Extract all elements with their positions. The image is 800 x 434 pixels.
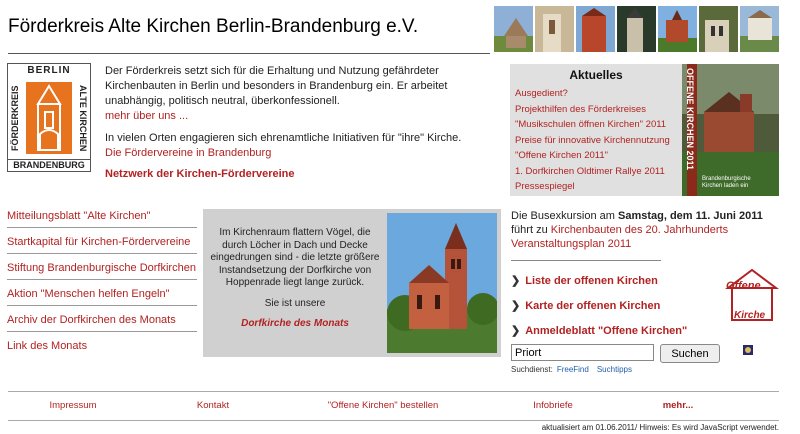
offene-logo-line1: Offene [726,280,761,292]
left-link-menschen-helfen-engeln[interactable]: Aktion "Menschen helfen Engeln" [7,286,197,306]
bus-prefix: Die Busexkursion am [511,210,618,222]
search-input[interactable] [511,344,654,361]
footer-link-kontakt[interactable]: Kontakt [196,400,230,411]
intro-paragraph-2: In vielen Orten engagieren sich ehrenamtliche Initiativen für "ihre" Kirche. [105,132,462,144]
bus-link-veranstaltungsplan[interactable]: Veranstaltungsplan 2011 [511,238,632,250]
open-churches-links [511,268,716,343]
arrow-icon: ❯ [511,325,521,337]
search-service [511,365,632,374]
search-tips-link[interactable]: Suchtipps [596,365,632,374]
news-item[interactable]: Projekthilfen des Förderkreises [515,103,646,115]
more-about-us-link[interactable]: mehr über uns ... [105,110,189,122]
intro-section [105,64,495,182]
news-item[interactable]: Pressespiegel [515,181,575,192]
offene-kirche-logo[interactable] [724,266,779,326]
news-panel [510,64,682,196]
site-title: Förderkreis Alte Kirchen Berlin-Brandenburg e.V. [8,16,419,37]
search-button[interactable]: Suchen [660,344,720,363]
church-of-month-link[interactable]: Dorfkirche des Monats [241,318,349,329]
news-title: Aktuelles [569,68,623,82]
logo-text-right: ALTE KIRCHEN [78,84,88,152]
logo-church-icon [26,82,72,154]
church-of-month-unsere: Sie ist unsere [264,297,326,309]
bus-link-kirchenbauten[interactable]: Kirchenbauten des 20. Jahrhunderts [550,224,729,236]
footer-divider-bottom [8,420,779,421]
footer-nav [8,400,779,411]
link-anmeldeblatt[interactable]: Anmeldeblatt "Offene Kirchen" [525,324,688,337]
church-photo-6 [699,6,738,52]
footer-link-mehr[interactable]: mehr... [662,400,694,411]
left-link-archiv[interactable]: Archiv der Dorfkirchen des Monats [7,312,197,332]
church-photo-1 [494,6,533,52]
church-photo-4 [617,6,656,52]
logo-text-bottom: BRANDENBURG [8,159,90,170]
news-item[interactable]: Preise für innovative Kirchennutzung [515,134,670,146]
news-item[interactable]: Ausgedient? [515,88,568,99]
offene-kirchen-book-cover[interactable] [682,64,779,196]
arrow-icon: ❯ [511,300,521,312]
bus-excursion-info [511,209,783,251]
last-updated: aktualisiert am 01.06.2011/ Hinweis: Es wird JavaScript verwendet. [541,423,779,432]
church-photo-5 [658,6,697,52]
divider [511,260,661,261]
arrow-icon: ❯ [511,275,521,287]
left-nav [7,208,197,356]
left-link-link-des-monats[interactable]: Link des Monats [7,340,88,352]
left-link-stiftung[interactable]: Stiftung Brandenburgische Dorfkirchen [7,260,197,280]
intro-paragraph-1: Der Förderkreis setzt sich für die Erhaltung und Nutzung gefährdeter Kirchenbauten in Berlin und besonders in Brandenburg ein. Er arbeitet unabhängig, politisch neutral, überkonfessionell. [105,65,448,107]
book-spine-text: OFFENE KIRCHEN 2011 [685,68,695,171]
logo-text-top: BERLIN [27,65,71,76]
bus-date: Samstag, dem 11. Juni 2011 [618,210,763,222]
footer-link-bestellen[interactable]: "Offene Kirchen" bestellen [327,400,439,411]
search-provider-icon[interactable] [743,345,753,355]
news-item[interactable]: 1. Dorfkirchen Oldtimer Rallye 2011 [515,165,665,177]
logo-text-left: FÖRDERKREIS [10,85,20,151]
news-item[interactable]: "Offene Kirchen 2011" [515,150,609,161]
book-caption: Brandenburgische Kirchen laden ein [702,176,751,189]
search-service-label: Suchdienst: [511,365,553,374]
offene-logo-line2: Kirche [734,310,766,321]
church-photo-2 [535,6,574,52]
freefind-link[interactable]: FreeFind [556,365,589,374]
header-photo-strip [494,6,779,52]
left-link-startkapital[interactable]: Startkapital für Kirchen-Fördervereine [7,234,197,254]
network-link[interactable]: Netzwerk der Kirchen-Fördervereine [105,168,295,180]
footer-link-infobriefe[interactable]: Infobriefe [533,400,573,411]
bus-mid: führt zu [511,224,551,236]
foerdervereine-link[interactable]: Die Fördervereine in Brandenburg [105,147,272,159]
left-link-mitteilungsblatt[interactable]: Mitteilungsblatt "Alte Kirchen" [7,208,197,228]
church-photo-3 [576,6,615,52]
link-karte-offene-kirchen[interactable]: Karte der offenen Kirchen [525,299,661,312]
footer-link-impressum[interactable]: Impressum [49,400,97,411]
church-of-month-text: Im Kirchenraum flattern Vögel, die durch Löcher in Dach und Decke eingedrungen sind - die letzte größere Instandsetzung der Dorfkirche von Hoppenrade liegt lange zurück. [210,227,380,288]
church-of-month-panel [203,209,501,357]
news-item[interactable]: "Musikschulen öffnen Kirchen" 2011 [515,119,667,130]
link-liste-offene-kirchen[interactable]: Liste der offenen Kirchen [525,274,658,287]
header-divider [8,53,490,54]
church-photo-7 [740,6,779,52]
logo[interactable] [7,63,91,172]
footer-divider-top [8,391,779,392]
church-of-month-photo[interactable] [387,213,497,353]
